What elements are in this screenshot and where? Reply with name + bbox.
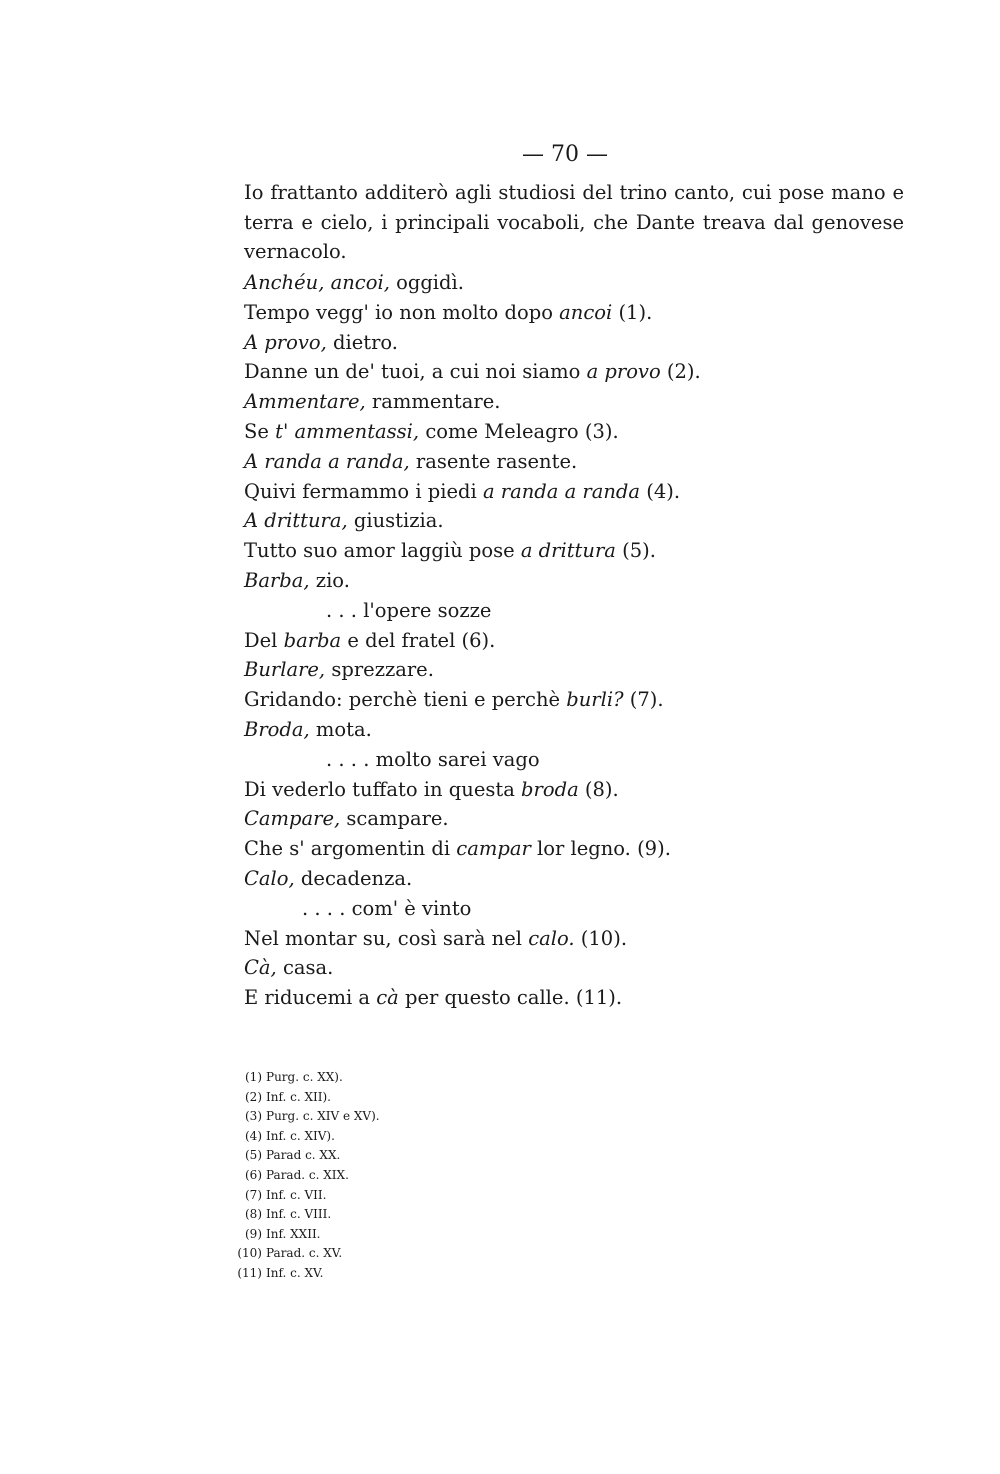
quotation-line [244, 924, 884, 954]
verse-line [244, 596, 884, 626]
footnote-number: (4) [245, 1128, 262, 1143]
vocabulary-entry [244, 715, 884, 745]
quotation-line [244, 834, 884, 864]
footnote [232, 1107, 532, 1127]
quote-reference: (7). [623, 688, 664, 712]
footnote-text: Purg. c. XX). [266, 1070, 343, 1084]
footnote [232, 1186, 532, 1206]
quote-text: Gridando: perchè tieni e perchè [244, 688, 567, 712]
quote-term: burli? [566, 688, 624, 712]
footnote-number: (11) [237, 1265, 262, 1280]
footnote [232, 1088, 532, 1108]
vocabulary-entry [244, 506, 884, 536]
quote-text: Di vederlo tuffato in questa [244, 777, 522, 801]
quote-term: barba [283, 628, 342, 652]
entry-term: Campare, [244, 807, 341, 831]
entry-term: A randa a randa, [244, 449, 410, 473]
footnote [232, 1166, 532, 1186]
quote-term: a drittura [520, 539, 616, 563]
footnote-number: (9) [245, 1226, 262, 1241]
quote-term: t' ammentassi, [275, 419, 420, 443]
quote-text: Se [244, 419, 276, 443]
footnote-text: Inf. c. VIII. [266, 1207, 332, 1222]
quote-reference: come Meleagro (3). [419, 419, 619, 443]
quote-term: calo. [528, 926, 575, 950]
quote-reference: (5). [615, 539, 656, 563]
quotation-line [244, 357, 884, 387]
footnote-text: Purg. c. XIV e XV). [266, 1109, 380, 1124]
entry-term: Barba, [244, 568, 310, 592]
quote-text: Quivi fermammo i piedi [244, 479, 483, 503]
verse-line [244, 745, 884, 775]
footnote-number: (5) [245, 1148, 262, 1163]
page-number: — 70 — [522, 142, 608, 167]
entry-term: A provo, [244, 330, 327, 354]
quote-reference: e del fratel (6). [341, 628, 496, 652]
vocabulary-entry [244, 447, 884, 477]
footnote-number: (3) [245, 1109, 262, 1124]
quote-text: . . . . com' è vinto [302, 896, 472, 920]
intro-paragraph [244, 178, 904, 267]
quotation-line [244, 775, 884, 805]
entry-gloss: rasente rasente. [409, 449, 578, 473]
quote-reference: (2). [660, 360, 701, 384]
quote-text: . . . . molto sarei vago [326, 747, 540, 771]
footnotes [232, 1068, 532, 1284]
quote-text: . . . l'opere sozze [326, 598, 492, 622]
footnote [232, 1068, 532, 1088]
entry-gloss: oggidì. [389, 271, 464, 294]
footnote [232, 1225, 532, 1245]
quote-text: Nel montar su, così sarà nel [244, 926, 529, 950]
entry-gloss: sprezzare. [325, 658, 434, 682]
quotation-line [244, 417, 884, 447]
footnote [232, 1127, 532, 1147]
quote-term: a provo [586, 360, 661, 384]
vocabulary-entry [244, 953, 884, 983]
entry-term: A drittura, [244, 509, 348, 533]
quote-term: a randa a randa [482, 479, 641, 503]
verse-line [244, 894, 884, 924]
quote-text: Tutto suo amor laggiù pose [244, 539, 521, 563]
quote-reference: per questo calle. (11). [398, 986, 623, 1010]
quote-term: broda [521, 777, 579, 801]
footnote-text: Inf. c. XIV). [266, 1128, 335, 1143]
vocabulary-entry [244, 566, 884, 596]
footnote-text: Inf. c. XII). [266, 1089, 331, 1104]
footnote-text: Inf. c. XV. [266, 1265, 324, 1280]
footnote-number: (8) [245, 1207, 262, 1222]
footnote-number: (2) [245, 1089, 262, 1104]
footnote [232, 1264, 532, 1284]
quote-reference: (10). [574, 926, 628, 950]
vocabulary-list [244, 268, 884, 1013]
vocabulary-entry [244, 864, 884, 894]
quotation-line [244, 685, 884, 715]
quotation-line [244, 298, 884, 328]
footnote [232, 1205, 532, 1225]
quote-text: E riducemi a [244, 986, 377, 1010]
quote-text: Tempo vegg' io non molto dopo [244, 300, 560, 324]
footnote [232, 1146, 532, 1166]
entry-term: Anchéu, ancoi, [244, 271, 390, 294]
entry-gloss: mota. [309, 717, 372, 741]
entry-gloss: dietro. [326, 330, 398, 354]
vocabulary-entry [244, 655, 884, 685]
footnote-text: Parad. c. XV. [266, 1246, 343, 1261]
entry-term: Burlare, [244, 658, 326, 682]
quote-reference: (8). [578, 777, 619, 801]
footnote-text: Inf. c. VII. [266, 1187, 327, 1202]
footnote-text: Inf. XXII. [266, 1226, 321, 1241]
quotation-line [244, 983, 884, 1013]
entry-gloss: rammentare. [365, 390, 501, 414]
quote-reference: (4). [640, 479, 681, 503]
vocabulary-entry [244, 268, 884, 298]
quote-text: Danne un de' tuoi, a cui noi siamo [244, 360, 587, 384]
quote-term: cà [376, 986, 399, 1010]
entry-gloss: decadenza. [294, 866, 413, 890]
entry-term: Cà, [244, 956, 277, 980]
footnote-number: (10) [237, 1246, 262, 1261]
quote-reference: lor legno. (9). [530, 837, 671, 861]
quotation-line [244, 626, 884, 656]
entry-gloss: casa. [276, 956, 334, 980]
quote-term: ancoi [559, 300, 613, 324]
footnote-number: (1) [245, 1070, 262, 1084]
footnote [232, 1244, 532, 1264]
quotation-line [244, 477, 884, 507]
footnote-text: Parad. c. XIX. [266, 1167, 349, 1182]
vocabulary-entry [244, 387, 884, 417]
quote-term: campar [456, 837, 531, 861]
entry-term: Ammentare, [244, 390, 366, 414]
vocabulary-entry [244, 328, 884, 358]
entry-term: Broda, [244, 717, 310, 741]
vocabulary-entry [244, 804, 884, 834]
quote-text: Che s' argomentin di [244, 837, 457, 861]
entry-term: Calo, [244, 866, 295, 890]
entry-gloss: scampare. [340, 807, 449, 831]
quote-reference: (1). [612, 300, 653, 324]
intro-text: Io frattanto additerò agli studiosi del trino canto, cui pose mano e terra e cielo, i principali vocaboli, che Dante treava dal genovese vernacolo. [244, 181, 904, 263]
footnote-number: (7) [245, 1187, 262, 1202]
entry-gloss: giustizia. [347, 509, 444, 533]
quotation-line [244, 536, 884, 566]
footnote-number: (6) [245, 1167, 262, 1182]
entry-gloss: zio. [309, 568, 350, 592]
footnote-text: Parad c. XX. [266, 1148, 341, 1163]
quote-text: Del [244, 628, 284, 652]
